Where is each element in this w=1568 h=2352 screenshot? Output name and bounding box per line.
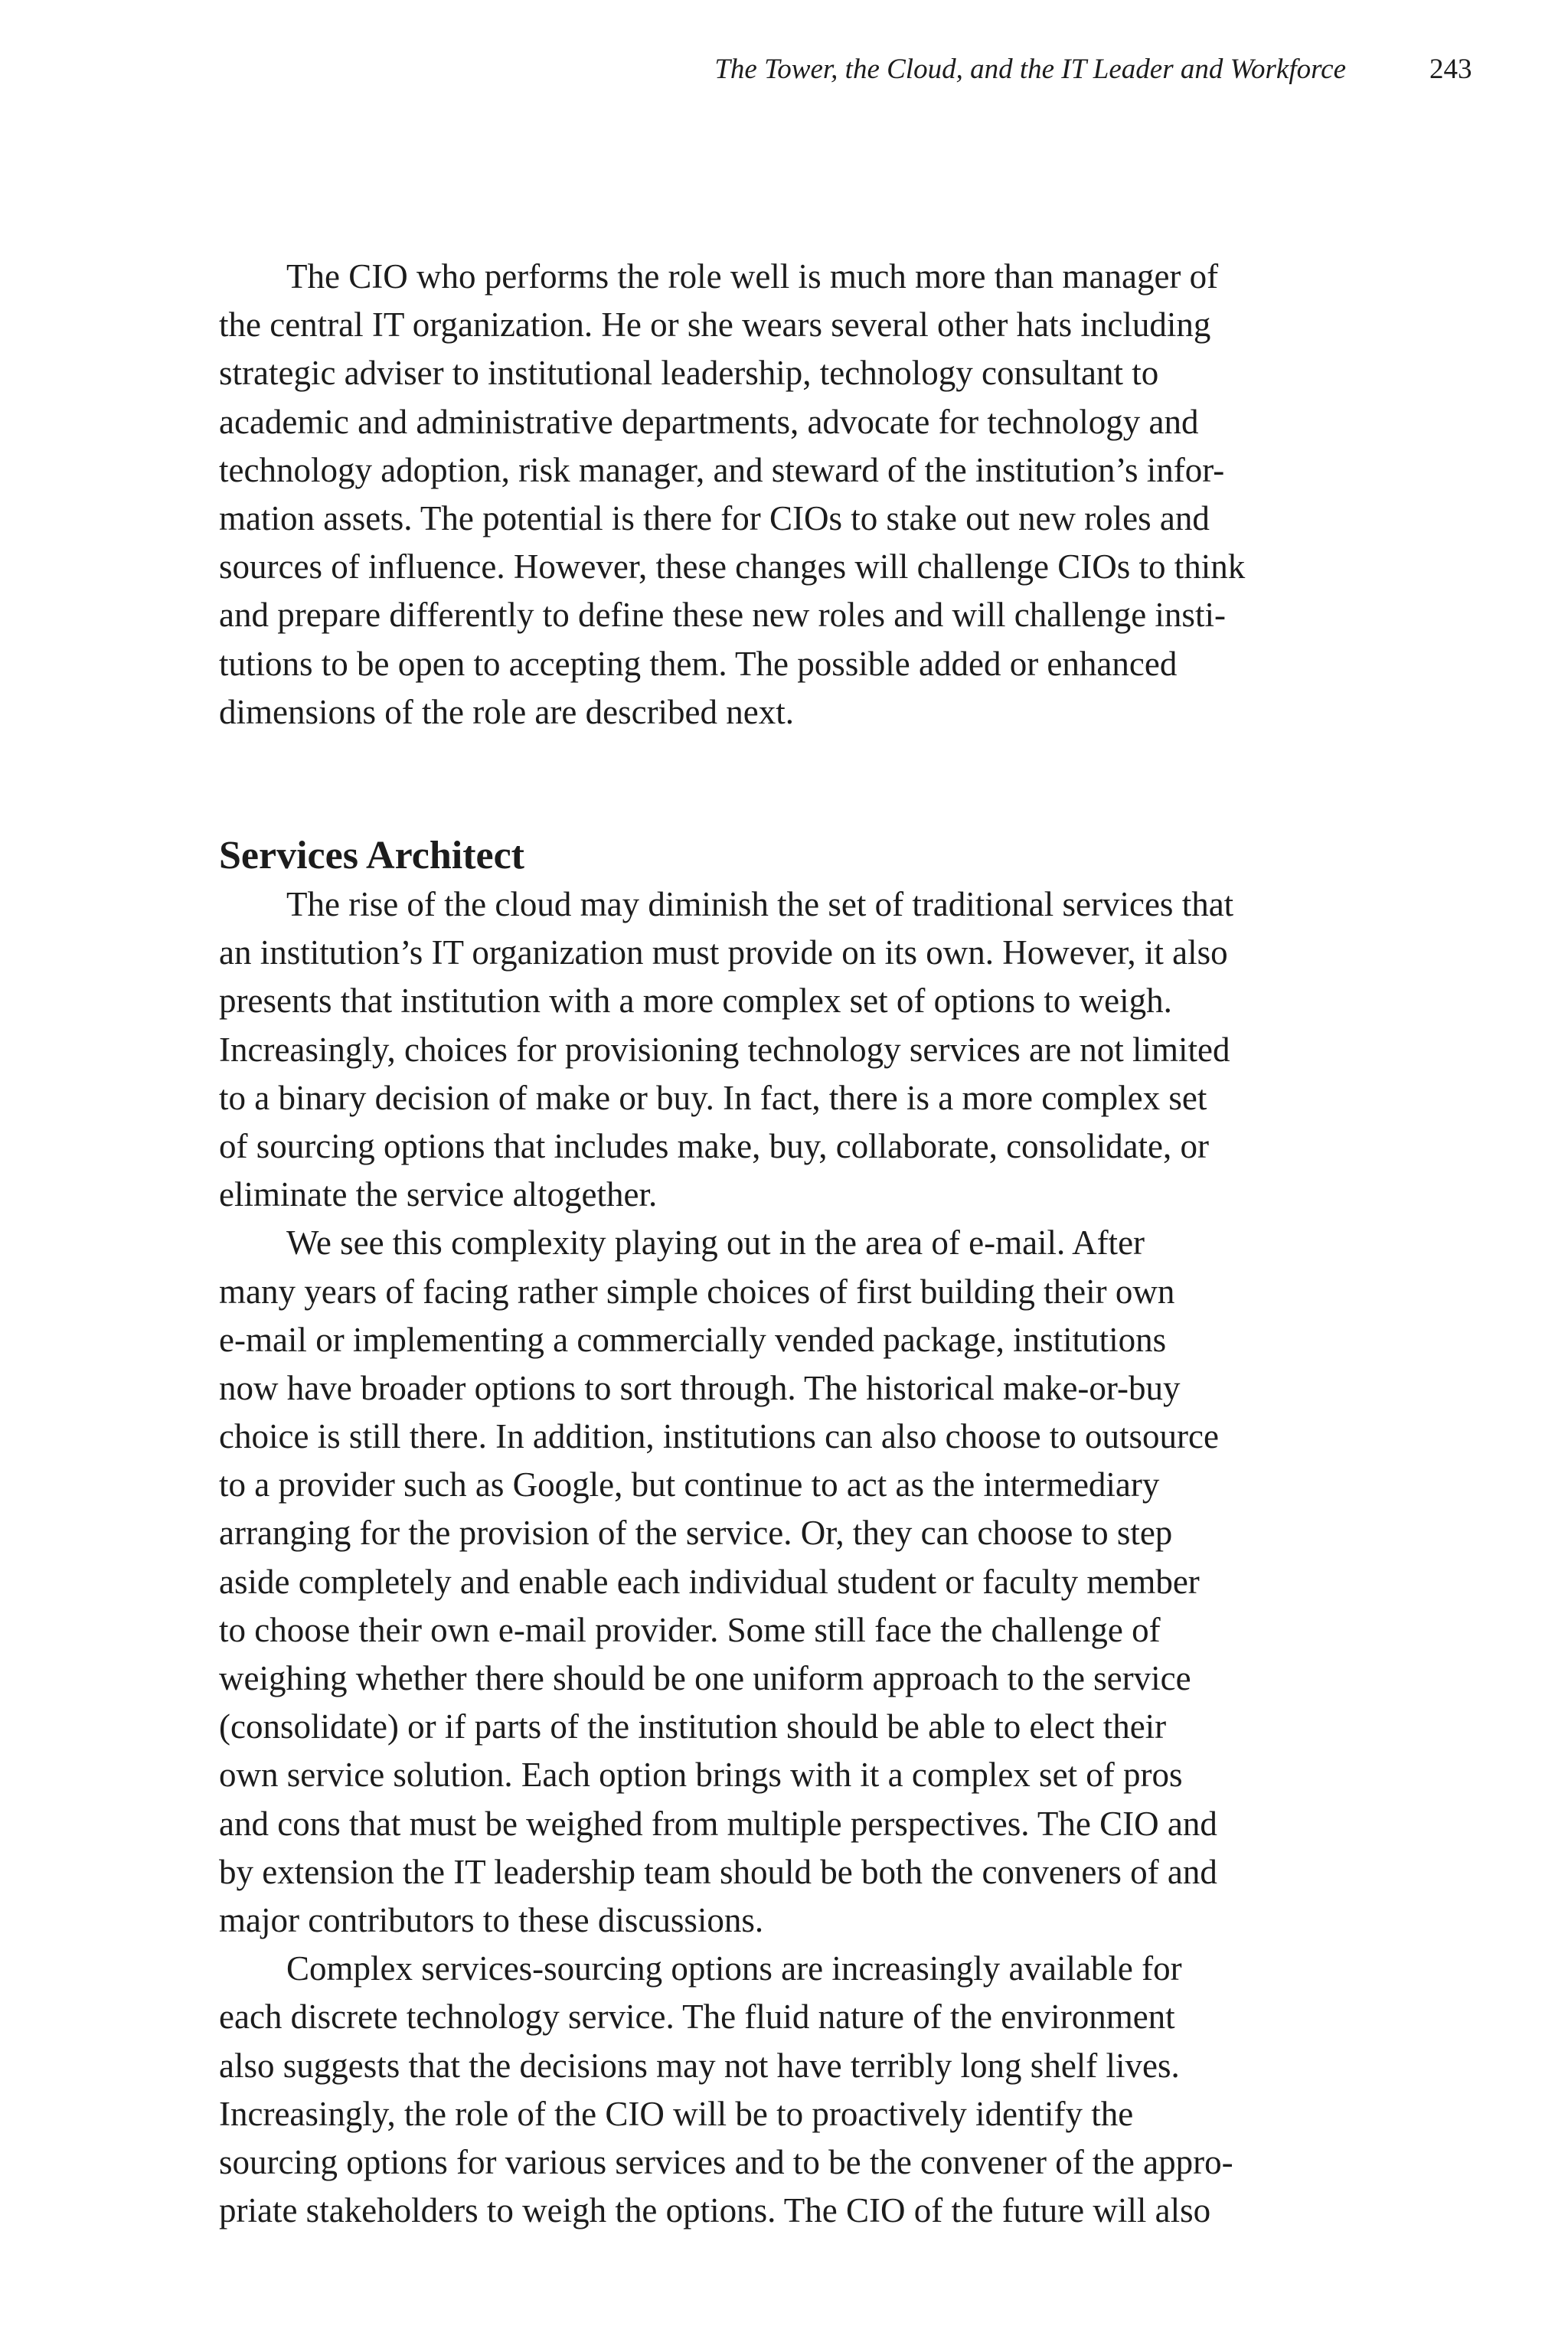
text-line: e-mail or implementing a commercially vended package, institutions [219,1320,1167,1359]
text-line: many years of facing rather simple choices of first building their own [219,1272,1175,1311]
text-line: strategic adviser to institutional leadership, technology consultant to [219,354,1159,393]
text-line: The CIO who performs the role well is much more than manager of [286,257,1219,296]
text-line: Increasingly, choices for provisioning technology services are not limited [219,1030,1230,1069]
text-line: weighing whether there should be one uniform approach to the service [219,1659,1191,1697]
text-line: academic and administrative departments, advocate for technology and [219,402,1199,441]
text-line: major contributors to these discussions. [219,1900,764,1939]
text-line: by extension the IT leadership team should be both the conveners of and [219,1852,1217,1891]
page-number: 243 [1429,54,1472,85]
text-line: to a binary decision of make or buy. In fact, there is a more complex set [219,1078,1207,1117]
text-line: and prepare differently to define these new roles and will challenge insti- [219,596,1226,635]
text-line: own service solution. Each option brings with it a complex set of pros [219,1756,1183,1795]
text-line: now have broader options to sort through. The historical make-or-buy [219,1368,1181,1407]
section-heading: Services Architect [219,834,524,878]
text-line: technology adoption, risk manager, and steward of the institution’s infor- [219,450,1225,489]
text-line: Complex services-sourcing options are increasingly available for [286,1949,1182,1988]
text-line: to choose their own e-mail provider. Some still face the challenge of [219,1610,1161,1649]
text-line: arranging for the provision of the service. Or, they can choose to step [219,1514,1173,1553]
text-line: (consolidate) or if parts of the institution should be able to elect their [219,1707,1167,1746]
text-line: Increasingly, the role of the CIO will be to proactively identify the [219,2094,1134,2133]
text-line: of sourcing options that includes make, buy, collaborate, consolidate, or [219,1126,1210,1165]
text-line: tutions to be open to accepting them. The possible added or enhanced [219,644,1178,683]
text-line: choice is still there. In addition, institutions can also choose to outsource [219,1417,1219,1456]
running-header [0,51,1568,89]
text-line: dimensions of the role are described next. [219,692,795,731]
text-line: and cons that must be weighed from multiple perspectives. The CIO and [219,1804,1217,1843]
text-line: priate stakeholders to weigh the options. The CIO of the future will also [219,2191,1211,2230]
text-line: presents that institution with a more complex set of options to weigh. [219,982,1172,1021]
text-line: to a provider such as Google, but continue to act as the intermediary [219,1465,1160,1504]
text-line: also suggests that the decisions may not have terribly long shelf lives. [219,2046,1180,2085]
text-line: sourcing options for various services and to be the convener of the appro- [219,2142,1233,2181]
text-line: aside completely and enable each individual student or faculty member [219,1562,1200,1601]
running-title: The Tower, the Cloud, and the IT Leader and Workforce [714,54,1346,85]
text-line: mation assets. The potential is there for CIOs to stake out new roles and [219,498,1210,537]
text-line: We see this complexity playing out in the area of e-mail. After [286,1223,1145,1263]
text-line: each discrete technology service. The fluid nature of the environment [219,1998,1175,2037]
text-line: the central IT organization. He or she wears several other hats including [219,305,1211,345]
text-line: an institution’s IT organization must provide on its own. However, it also [219,933,1228,972]
text-line: eliminate the service altogether. [219,1175,658,1214]
text-line: The rise of the cloud may diminish the set of traditional services that [286,885,1234,923]
section-body [219,880,1352,2235]
text-line: sources of influence. However, these changes will challenge CIOs to think [219,547,1246,586]
intro-paragraph [219,253,1352,737]
